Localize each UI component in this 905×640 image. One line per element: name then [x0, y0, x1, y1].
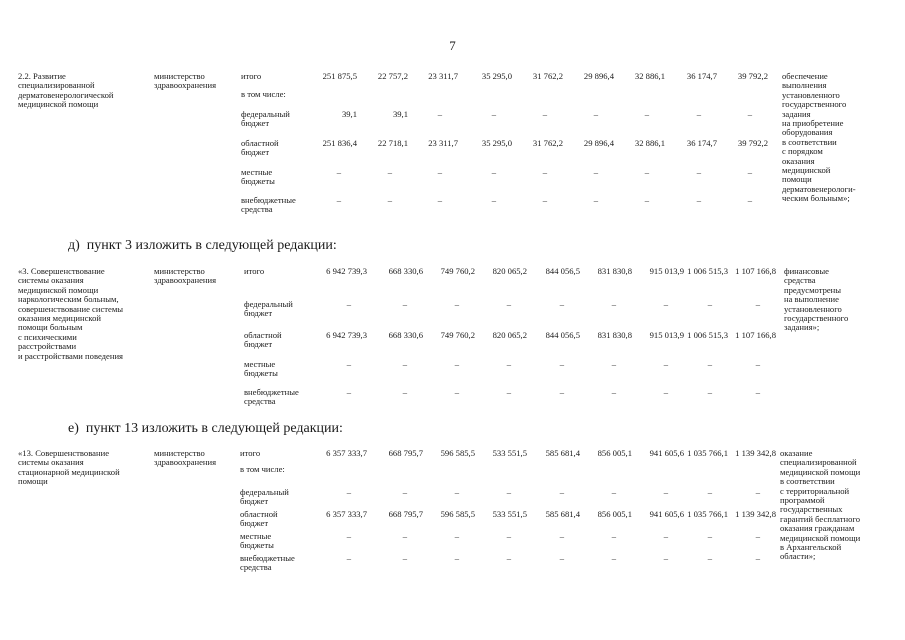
- table-cell: 6 942 739,3: [326, 266, 367, 276]
- page-number: 7: [449, 38, 456, 53]
- table-cell: 596 585,5: [440, 509, 475, 519]
- table-cell: 31 762,2: [532, 138, 563, 148]
- table-cell: 251 836,4: [322, 138, 357, 148]
- row-label: федеральный: [244, 299, 293, 309]
- ministry-line: министерство: [154, 71, 205, 81]
- row-label: местные: [240, 531, 272, 541]
- table-cell: –: [387, 167, 392, 177]
- table-cell: 749 760,2: [440, 330, 475, 340]
- row-label: итого: [240, 448, 261, 458]
- row-label: бюджет: [244, 339, 273, 350]
- table-cell: –: [402, 359, 407, 369]
- table-cell: 39,1: [341, 109, 357, 119]
- row-label: в том числе:: [240, 464, 285, 474]
- table-cell: 31 762,2: [532, 71, 563, 81]
- table-cell: –: [559, 387, 564, 397]
- table-cell: 668 795,7: [388, 448, 423, 458]
- table-cell: –: [437, 109, 442, 119]
- table-cell: 856 005,1: [597, 509, 632, 519]
- table-cell: 585 681,4: [545, 448, 580, 458]
- table-cell: –: [663, 553, 668, 563]
- result-text-line: предусмотрены: [784, 284, 842, 295]
- row-label: федеральный: [241, 109, 290, 119]
- table-cell: –: [491, 167, 496, 177]
- ministry-line: здравоохранения: [154, 275, 217, 286]
- row-label: в том числе:: [241, 89, 286, 99]
- table-cell: –: [755, 359, 760, 369]
- result-text-line: в соответствии: [780, 476, 835, 487]
- result-text-line: государственного: [784, 313, 849, 323]
- table-cell: –: [336, 167, 341, 177]
- row-label: средства: [240, 562, 272, 573]
- program-name-line: помощи больным: [18, 322, 83, 333]
- table-cell: –: [755, 531, 760, 541]
- table-cell: –: [454, 553, 459, 563]
- table-cell: 1 006 515,3: [687, 330, 728, 340]
- table-cell: –: [559, 487, 564, 497]
- table-cell: –: [402, 487, 407, 497]
- table-cell: 941 605,6: [649, 448, 684, 458]
- table-cell: 36 174,7: [686, 71, 717, 81]
- table-cell: –: [611, 553, 616, 563]
- table-cell: –: [402, 387, 407, 397]
- table-cell: –: [437, 167, 442, 177]
- table-cell: –: [611, 531, 616, 541]
- result-text-line: оказания: [782, 155, 815, 166]
- table-cell: 29 896,4: [583, 71, 614, 81]
- table-cell: –: [542, 195, 547, 205]
- table-cell: –: [491, 195, 496, 205]
- table-cell: 915 013,9: [649, 330, 684, 340]
- program-name-line: специализированной: [18, 80, 95, 91]
- row-label: средства: [241, 204, 273, 215]
- program-name-line: наркологическим больным,: [18, 294, 119, 305]
- program-name-line: 2.2. Развитие: [18, 71, 66, 81]
- table-cell: 1 139 342,8: [735, 448, 776, 458]
- table-cell: –: [755, 553, 760, 563]
- table-cell: 596 585,5: [440, 448, 475, 458]
- result-text-line: установленного: [782, 89, 840, 100]
- table-cell: –: [542, 167, 547, 177]
- table-cell: –: [506, 359, 511, 369]
- table-cell: –: [707, 531, 712, 541]
- table-cell: –: [663, 487, 668, 497]
- row-label: бюджет: [240, 496, 269, 507]
- row-label: внебюджетные: [240, 553, 295, 563]
- result-text-line: задания»;: [784, 322, 820, 333]
- result-text-line: средства: [784, 275, 816, 286]
- program-name-line: системы оказания: [18, 457, 84, 468]
- table-cell: –: [559, 299, 564, 309]
- result-text-line: с территориальной: [780, 485, 850, 496]
- result-text-line: обеспечение: [782, 71, 828, 81]
- row-label: средства: [244, 396, 276, 407]
- result-text-line: государственных: [780, 504, 843, 515]
- table-cell: –: [755, 487, 760, 497]
- table-cell: 844 056,5: [545, 330, 580, 340]
- result-text-line: программой: [780, 495, 825, 505]
- table-cell: 39 792,2: [737, 71, 768, 81]
- program-name-line: «3. Совершенствование: [18, 266, 105, 276]
- result-text-line: государственного: [782, 99, 847, 110]
- table-cell: 668 795,7: [388, 509, 423, 519]
- table-cell: –: [559, 531, 564, 541]
- table-cell: 1 035 766,1: [687, 448, 728, 458]
- table-cell: –: [611, 387, 616, 397]
- program-name-line: медицинской помощи: [18, 99, 99, 110]
- table-cell: 6 357 333,7: [326, 509, 367, 519]
- table-cell: 749 760,2: [440, 266, 475, 276]
- result-text-line: медицинской: [782, 165, 831, 175]
- result-text-line: с порядком: [782, 146, 823, 157]
- table-cell: –: [506, 387, 511, 397]
- row-label: внебюджетные: [241, 195, 296, 205]
- table-cell: 32 886,1: [634, 138, 665, 148]
- row-label: бюджет: [240, 518, 269, 529]
- table-cell: –: [346, 531, 351, 541]
- table-cell: –: [696, 109, 701, 119]
- table-cell: –: [454, 487, 459, 497]
- table-cell: 251 875,5: [322, 71, 357, 81]
- table-cell: –: [542, 109, 547, 119]
- result-text-line: дерматовенерологи-: [782, 183, 856, 194]
- table-cell: –: [506, 487, 511, 497]
- ministry-line: здравоохранения: [154, 457, 217, 468]
- row-label: бюджеты: [240, 540, 274, 551]
- row-label: федеральный: [240, 487, 289, 497]
- row-label: внебюджетные: [244, 387, 299, 397]
- table-cell: –: [346, 299, 351, 309]
- program-name-line: стационарной медицинской: [18, 466, 120, 477]
- result-text-line: медицинской помощи: [780, 532, 861, 543]
- table-cell: –: [454, 359, 459, 369]
- result-text-line: оказания гражданам: [780, 523, 855, 534]
- table-cell: 668 330,6: [388, 330, 423, 340]
- table-cell: –: [747, 195, 752, 205]
- table-cell: –: [707, 487, 712, 497]
- table-cell: –: [346, 387, 351, 397]
- table-cell: –: [346, 359, 351, 369]
- table-cell: 1 107 166,8: [735, 266, 776, 276]
- table-cell: –: [644, 195, 649, 205]
- table-cell: 941 605,6: [649, 509, 684, 519]
- table-cell: –: [747, 167, 752, 177]
- table-cell: 533 551,5: [492, 448, 527, 458]
- program-name-line: «13. Совершенствование: [18, 448, 110, 458]
- row-label: бюджет: [241, 118, 270, 129]
- result-text-line: финансовые: [784, 266, 829, 276]
- table-cell: –: [696, 167, 701, 177]
- result-text-line: в Архангельской: [780, 542, 842, 552]
- table-cell: –: [696, 195, 701, 205]
- table-cell: –: [437, 195, 442, 205]
- table-cell: 585 681,4: [545, 509, 580, 519]
- heading-d: д) пункт 3 изложить в следующей редакции:: [68, 238, 337, 253]
- table-cell: 36 174,7: [686, 138, 717, 148]
- row-label: итого: [244, 266, 265, 276]
- table-cell: –: [644, 109, 649, 119]
- ministry-line: министерство: [154, 266, 205, 276]
- table-cell: –: [593, 109, 598, 119]
- table-cell: –: [506, 299, 511, 309]
- table-cell: 844 056,5: [545, 266, 580, 276]
- table-cell: 23 311,7: [428, 71, 458, 81]
- table-cell: –: [346, 553, 351, 563]
- ministry-line: здравоохранения: [154, 80, 217, 91]
- table-cell: –: [402, 553, 407, 563]
- table-cell: –: [402, 531, 407, 541]
- row-label: местные: [241, 167, 273, 177]
- table-cell: –: [747, 109, 752, 119]
- result-text-line: на приобретение: [782, 118, 844, 128]
- table-cell: –: [644, 167, 649, 177]
- table-cell: –: [387, 195, 392, 205]
- program-name-line: помощи: [18, 476, 48, 487]
- table-cell: 35 295,0: [481, 138, 512, 148]
- table-cell: 35 295,0: [481, 71, 512, 81]
- table-cell: –: [346, 487, 351, 497]
- table-cell: 1 139 342,8: [735, 509, 776, 519]
- ministry-line: министерство: [154, 448, 205, 458]
- table-cell: 23 311,7: [428, 138, 458, 148]
- table-cell: –: [611, 359, 616, 369]
- table-cell: 533 551,5: [492, 509, 527, 519]
- table-cell: 39 792,2: [737, 138, 768, 148]
- table-cell: 1 035 766,1: [687, 509, 728, 519]
- program-name-line: совершенствование системы: [18, 303, 124, 314]
- table-cell: –: [707, 299, 712, 309]
- program-name-line: оказания медицинской: [18, 313, 102, 323]
- row-label: бюджет: [244, 308, 273, 319]
- table-cell: 820 065,2: [492, 330, 527, 340]
- table-cell: –: [663, 387, 668, 397]
- table-cell: –: [593, 167, 598, 177]
- table-cell: –: [559, 359, 564, 369]
- table-cell: –: [611, 299, 616, 309]
- table-cell: –: [593, 195, 598, 205]
- table-cell: –: [402, 299, 407, 309]
- table-cell: –: [707, 553, 712, 563]
- result-text-line: ческим больным»;: [782, 193, 850, 204]
- result-text-line: установленного: [784, 303, 842, 314]
- result-text-line: специализированной: [780, 457, 857, 468]
- row-label: местные: [244, 359, 276, 369]
- table-cell: 1 107 166,8: [735, 330, 776, 340]
- result-text-line: области»;: [780, 551, 816, 562]
- result-text-line: медицинской помощи: [780, 466, 861, 477]
- table-cell: 831 830,8: [597, 330, 632, 340]
- table-cell: –: [611, 487, 616, 497]
- result-text-line: в соответствии: [782, 136, 837, 147]
- table-cell: 831 830,8: [597, 266, 632, 276]
- table-cell: –: [454, 531, 459, 541]
- heading-e: е) пункт 13 изложить в следующей редакции:: [68, 421, 343, 436]
- table-cell: –: [707, 387, 712, 397]
- row-label: областной: [240, 509, 278, 519]
- table-cell: –: [707, 359, 712, 369]
- row-label: областной: [241, 138, 279, 148]
- result-text-line: задания: [782, 108, 811, 119]
- result-text-line: оказание: [780, 448, 813, 458]
- program-name-line: и расстройствами поведения: [18, 350, 123, 361]
- result-text-line: выполнения: [782, 80, 827, 91]
- table-cell: 39,1: [392, 109, 408, 119]
- result-text-line: оборудования: [782, 127, 833, 138]
- row-label: бюджет: [241, 147, 270, 158]
- table-cell: 6 357 333,7: [326, 448, 367, 458]
- table-cell: 6 942 739,3: [326, 330, 367, 340]
- table-cell: –: [454, 387, 459, 397]
- row-label: бюджеты: [244, 368, 278, 379]
- table-cell: –: [506, 531, 511, 541]
- program-name-line: расстройствами: [18, 341, 77, 352]
- table-cell: –: [336, 195, 341, 205]
- table-cell: 32 886,1: [634, 71, 665, 81]
- table-cell: –: [755, 299, 760, 309]
- row-label: областной: [244, 330, 282, 340]
- table-cell: –: [506, 553, 511, 563]
- result-text-line: гарантий бесплатного: [780, 513, 860, 524]
- table-cell: 22 757,2: [377, 71, 408, 81]
- table-cell: 1 006 515,3: [687, 266, 728, 276]
- row-label: бюджеты: [241, 176, 275, 187]
- table-cell: –: [755, 387, 760, 397]
- table-cell: –: [559, 553, 564, 563]
- row-label: итого: [241, 71, 262, 81]
- table-cell: –: [663, 531, 668, 541]
- table-cell: –: [663, 299, 668, 309]
- program-name-line: системы оказания: [18, 275, 84, 286]
- result-text-line: помощи: [782, 174, 812, 185]
- table-cell: 915 013,9: [649, 266, 684, 276]
- table-cell: 22 718,1: [377, 138, 408, 148]
- table-cell: 668 330,6: [388, 266, 423, 276]
- result-text-line: на выполнение: [784, 294, 839, 305]
- program-name-line: дерматовенерологической: [18, 89, 114, 100]
- program-name-line: медицинской помощи: [18, 284, 99, 295]
- table-cell: 29 896,4: [583, 138, 614, 148]
- table-cell: 820 065,2: [492, 266, 527, 276]
- table-cell: –: [663, 359, 668, 369]
- program-name-line: с психическими: [18, 331, 77, 342]
- table-cell: 856 005,1: [597, 448, 632, 458]
- table-cell: –: [491, 109, 496, 119]
- table-cell: –: [454, 299, 459, 309]
